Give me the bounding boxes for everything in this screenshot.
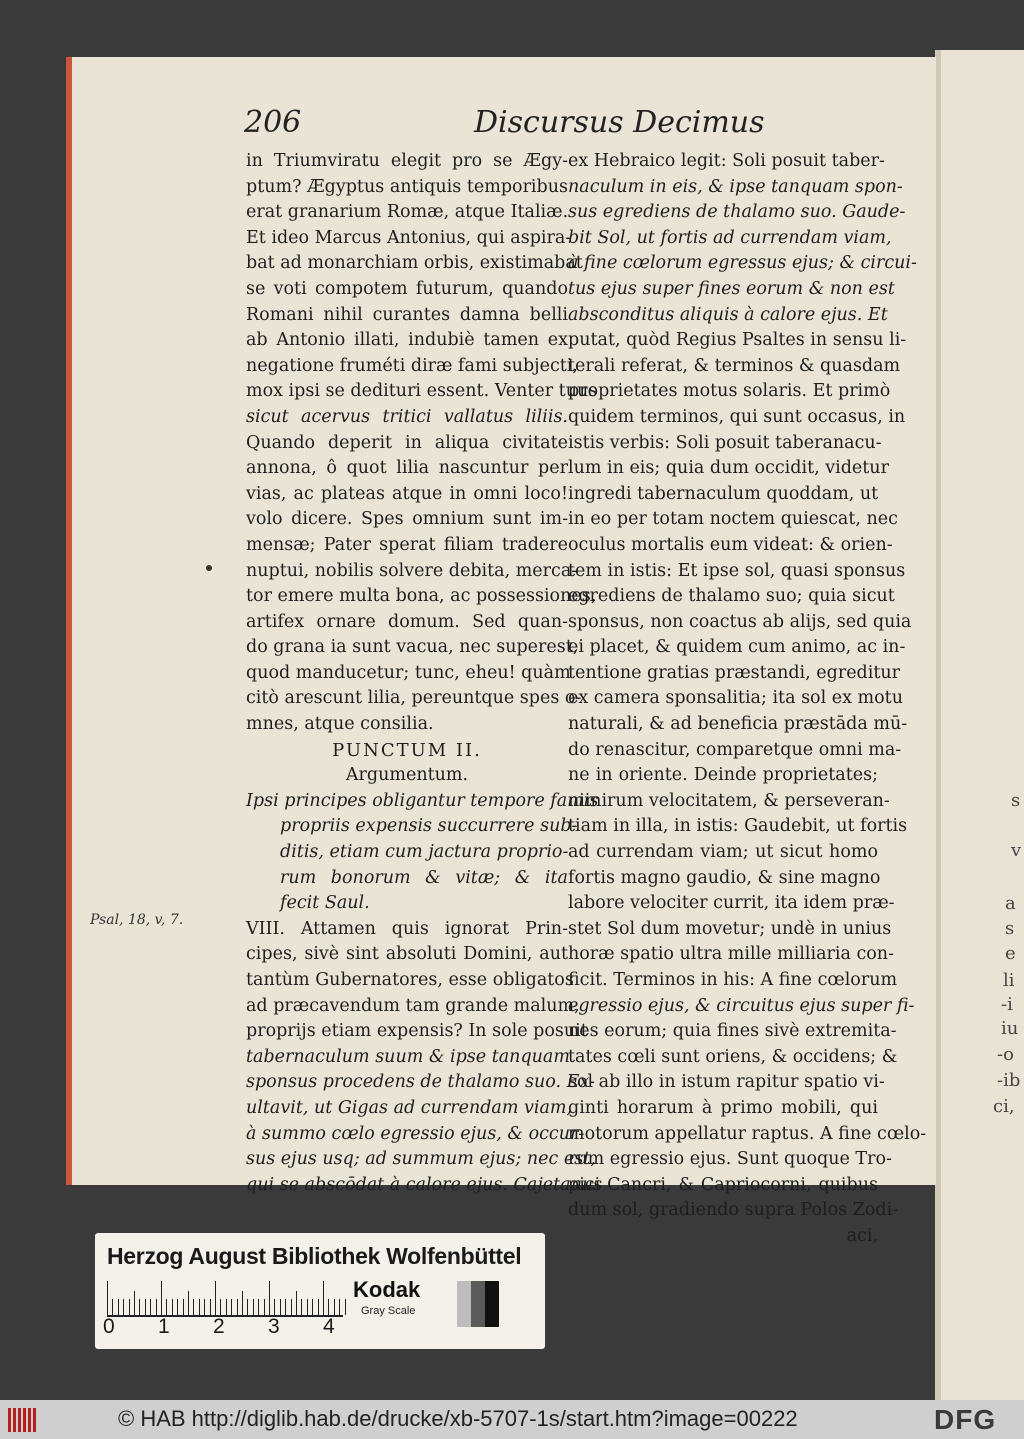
ruler-tick [328, 1299, 329, 1315]
ruler-tick [231, 1299, 232, 1315]
ruler-tick [166, 1299, 167, 1315]
ruler-tick [215, 1281, 216, 1315]
text-line: ptum? Ægyptus antiquis temporibus [246, 176, 568, 197]
text-line: annona, ô quot lilia nascuntur per [246, 458, 568, 479]
facing-page-glyph: li [1003, 970, 1015, 991]
footer-bar [0, 1400, 1024, 1439]
text-line: ex camera sponsalitia; ita sol ex motu [568, 688, 903, 709]
text-line: tentione gratias præstandi, egreditur [568, 662, 901, 683]
margin-mark [206, 565, 212, 571]
ruler-tick [285, 1299, 286, 1315]
ruler-tick [139, 1299, 140, 1315]
facing-page-glyph: v [1011, 840, 1022, 861]
facing-page-glyph: -ib [997, 1070, 1021, 1091]
text-line: absconditus aliquis à calore ejus. Et [568, 304, 888, 325]
scale-ruler [107, 1281, 343, 1317]
scale-number: 1 [158, 1315, 170, 1338]
facing-page-glyph: -o [997, 1044, 1014, 1065]
facing-page-glyph: s [1005, 918, 1015, 939]
ruler-tick [323, 1281, 324, 1315]
text-line: labore velociter currit, ita idem præ- [568, 893, 895, 914]
text-line: aci, [846, 1225, 878, 1246]
ruler-tick [258, 1299, 259, 1315]
facing-page-glyph: iu [1001, 1018, 1019, 1039]
text-line: sicut acervus tritici vallatus liliis. [246, 406, 568, 427]
ruler-tick [226, 1299, 227, 1315]
ruler-tick [193, 1299, 194, 1315]
ruler-tick [183, 1299, 184, 1315]
text-line: rum bonorum & vitæ; & ita [280, 867, 568, 888]
ruler-tick [161, 1281, 162, 1315]
text-line: tus ejus super fines eorum & non est [568, 278, 895, 299]
ruler-tick [312, 1299, 313, 1315]
footer-url-text[interactable]: © HAB http://diglib.hab.de/drucke/xb-5707-1s/start.htm?image=00222 [118, 1406, 798, 1431]
ruler-tick [301, 1299, 302, 1315]
text-line: mnes, atque consilia. [246, 714, 434, 735]
text-line: citò arescunt lilia, pereuntque spes o- [246, 688, 582, 709]
book-page [66, 57, 936, 1246]
text-line: qui se abscōdat à calore ejus. Cajetanus [246, 1174, 603, 1195]
text-line: tates cœli sunt oriens, & occidens; & [568, 1046, 898, 1067]
facing-page-glyph: s [1011, 790, 1021, 811]
ruler-tick [318, 1299, 319, 1315]
text-line: fortis magno gaudio, & sine magno [568, 867, 881, 888]
text-line: egrediens de thalamo suo; quia sicut [568, 586, 895, 607]
scale-numbers [103, 1315, 363, 1341]
facing-page-glyph: -i [1001, 994, 1013, 1015]
ruler-tick [247, 1299, 248, 1315]
ruler-tick [129, 1299, 130, 1315]
ruler-tick [177, 1299, 178, 1315]
facing-page-edge [935, 50, 1024, 1400]
gray-patch-mid [471, 1281, 485, 1327]
text-line: ab Antonio illati, indubiè tamen ex [246, 330, 568, 351]
dfg-logo: DFG [934, 1404, 997, 1435]
ruler-tick [334, 1299, 335, 1315]
text-line: lum in eis; quia dum occidit, videtur [568, 458, 889, 479]
text-line: sponsus procedens de thalamo suo. Ex- [246, 1072, 595, 1093]
text-line: vias, ac plateas atque in omni loco! [246, 483, 568, 504]
text-line: horæ spatio ultra mille milliaria con- [568, 944, 894, 965]
text-line: nuptui, nobilis solvere debita, merca- [246, 560, 578, 581]
gray-patch-light [457, 1281, 471, 1327]
text-line: ginti horarum à primo mobili, qui [568, 1097, 878, 1118]
text-line: ad currendam viam; ut sicut homo [568, 842, 878, 863]
text-line: in eo per totam noctem quiescat, nec [568, 509, 898, 530]
ruler-tick [345, 1299, 346, 1315]
ruler-tick [242, 1291, 243, 1315]
facing-page-glyph: ci, [993, 1096, 1015, 1117]
text-line: sus egrediens de thalamo suo. Gaude- [568, 202, 906, 223]
text-line: à summo cœlo egressio ejus, & occur- [246, 1123, 585, 1144]
scale-number: 4 [323, 1315, 335, 1338]
ruler-tick [274, 1299, 275, 1315]
text-line: Et ideo Marcus Antonius, qui aspira- [246, 227, 572, 248]
text-line: proprijs etiam expensis? In sole posuit [246, 1021, 588, 1042]
gray-patch-dark [485, 1281, 499, 1327]
text-line: se voti compotem futurum, quando [246, 278, 568, 299]
scale-number: 3 [268, 1315, 280, 1338]
text-line: rum egressio ejus. Sunt quoque Tro- [568, 1149, 892, 1170]
text-line: mensæ; Pater sperat filiam tradere [246, 534, 568, 555]
text-line: artifex ornare domum. Sed quan- [246, 611, 568, 632]
ruler-tick [107, 1281, 108, 1315]
text-line: pici Cancri, & Capriocorni, quibus [568, 1174, 878, 1195]
ruler-tick [280, 1299, 281, 1315]
library-name: Herzog August Bibliothek Wolfenbüttel [107, 1243, 522, 1269]
text-line: Quando deperit in aliqua civitate [246, 432, 568, 453]
text-line: sol ab illo in istum rapitur spatio vi- [568, 1072, 885, 1093]
ruler-tick [134, 1291, 135, 1315]
text-line: mox ipsi se dedituri essent. Venter tuus [246, 381, 598, 402]
ruler-tick [172, 1299, 173, 1315]
text-line: Argumentum. [345, 765, 469, 786]
ruler-tick [269, 1281, 270, 1315]
text-line: tor emere multa bona, ac possessiones, [246, 586, 597, 607]
text-line: cipes, sivè sint absoluti Domini, aut [246, 944, 568, 965]
text-line: in Triumviratu elegit pro se Ægy- [246, 151, 568, 171]
text-line: ei placet, & quidem cum animo, ac in- [568, 637, 906, 658]
text-line: bit Sol, ut fortis ad currendam viam, [568, 227, 892, 248]
text-line: oculus mortalis eum videat: & orien- [568, 534, 893, 555]
ruler-tick [123, 1299, 124, 1315]
hab-logo-icon [6, 1406, 40, 1434]
text-line: do renascitur, comparetque omni ma- [568, 739, 902, 760]
text-line: egressio ejus, & circuitus ejus super fi- [568, 995, 915, 1016]
text-line: istis verbis: Soli posuit taberanacu- [568, 432, 882, 453]
ruler-tick [264, 1299, 265, 1315]
ruler-tick [339, 1299, 340, 1315]
text-line: Romani nihil curantes damna belli [246, 304, 568, 325]
text-line: à fine cœlorum egressus ejus; & circui- [568, 253, 917, 274]
facing-page-glyph: a [1005, 893, 1016, 914]
text-line: quod manducetur; tunc, eheu! quàm [246, 662, 571, 683]
text-line: nes eorum; quia fines sivè extremita- [568, 1021, 897, 1042]
color-calibration-card [95, 1233, 545, 1349]
ruler-tick [220, 1299, 221, 1315]
scale-number: 0 [103, 1315, 115, 1338]
margin-note: Psal, 18, v, 7. [90, 912, 184, 928]
ruler-tick [118, 1299, 119, 1315]
ruler-tick [210, 1299, 211, 1315]
ruler-tick [237, 1299, 238, 1315]
facing-page-glyph: e [1005, 943, 1016, 964]
text-line: PUNCTUM II. [332, 739, 482, 761]
gray-scale-label: Gray Scale [361, 1305, 416, 1317]
text-line: erat granarium Romæ, atque Italiæ. [246, 202, 569, 223]
text-line: motorum appellatur raptus. A fine cœlo- [568, 1123, 927, 1144]
text-line: Ipsi principes obligantur tempore famis [246, 790, 599, 811]
text-line: tem in istis: Et ipse sol, quasi sponsus [568, 560, 906, 581]
ruler-tick [188, 1291, 189, 1315]
scale-number: 2 [213, 1315, 225, 1338]
text-line: ditis, etiam cum jactura proprio- [280, 842, 569, 863]
text-line: ad præcavendum tam grande malum, [246, 995, 580, 1016]
text-line: naculum in eis, & ipse tanquam spon- [568, 176, 903, 197]
ruler-tick [296, 1291, 297, 1315]
text-line: terali referat, & terminos & quasdam [568, 355, 901, 376]
text-line: dum sol, gradiendo supra Polos Zodi- [568, 1200, 899, 1221]
text-line: negatione fruméti diræ fami subjecti, [246, 355, 578, 376]
text-line: tiam in illa, in istis: Gaudebit, ut fortis [568, 816, 908, 837]
text-line: ficit. Terminos in his: A fine cœlorum [568, 970, 898, 990]
text-line: tantùm Gubernatores, esse obligatos [246, 970, 574, 990]
text-line: ne in oriente. Deinde proprietates; [568, 765, 878, 786]
ruler-tick [199, 1299, 200, 1315]
text-line: propriis expensis succurrere sub- [280, 816, 578, 837]
text-line: fecit Saul. [280, 893, 370, 914]
text-line: do grana ia sunt vacua, nec superest, [246, 637, 579, 658]
ruler-tick [145, 1299, 146, 1315]
text-line: VIII. Attamen quis ignorat Prin- [246, 918, 568, 939]
text-line: putat, quòd Regius Psaltes in sensu li- [568, 330, 907, 351]
text-line: tabernaculum suum & ipse tanquam [246, 1046, 570, 1067]
ruler-tick [291, 1299, 292, 1315]
running-title: Discursus Decimus [474, 105, 765, 140]
ruler-tick [253, 1299, 254, 1315]
kodak-logo: Kodak [353, 1277, 421, 1302]
text-line: bat ad monarchiam orbis, existimabat [246, 253, 583, 274]
ruler-tick [156, 1299, 157, 1315]
ruler-tick [307, 1299, 308, 1315]
page-number: 206 [244, 105, 302, 140]
ruler-tick [112, 1299, 113, 1315]
text-line: quidem terminos, qui sunt occasus, in [568, 406, 906, 427]
text-line: ingredi tabernaculum quoddam, ut [568, 483, 879, 504]
text-line: stet Sol dum movetur; undè in unius [568, 918, 892, 939]
right-text-column [568, 149, 927, 1250]
text-line: naturali, & ad beneficia præstāda mū- [568, 714, 908, 735]
text-line: sponsus, non coactus ab alijs, sed quia [568, 611, 912, 632]
ruler-tick [150, 1299, 151, 1315]
text-line: nimirum velocitatem, & perseveran- [568, 790, 890, 811]
left-text-column [246, 149, 603, 1198]
text-line: proprietates motus solaris. Et primò [568, 381, 891, 402]
ruler-tick [204, 1299, 205, 1315]
text-line: ex Hebraico legit: Soli posuit taber- [568, 151, 885, 171]
text-line: ultavit, ut Gigas ad currendam viam, [246, 1097, 573, 1118]
text-line: sus ejus usq; ad summum ejus; nec est, [246, 1149, 596, 1170]
text-line: volo dicere. Spes omnium sunt im- [246, 509, 568, 530]
